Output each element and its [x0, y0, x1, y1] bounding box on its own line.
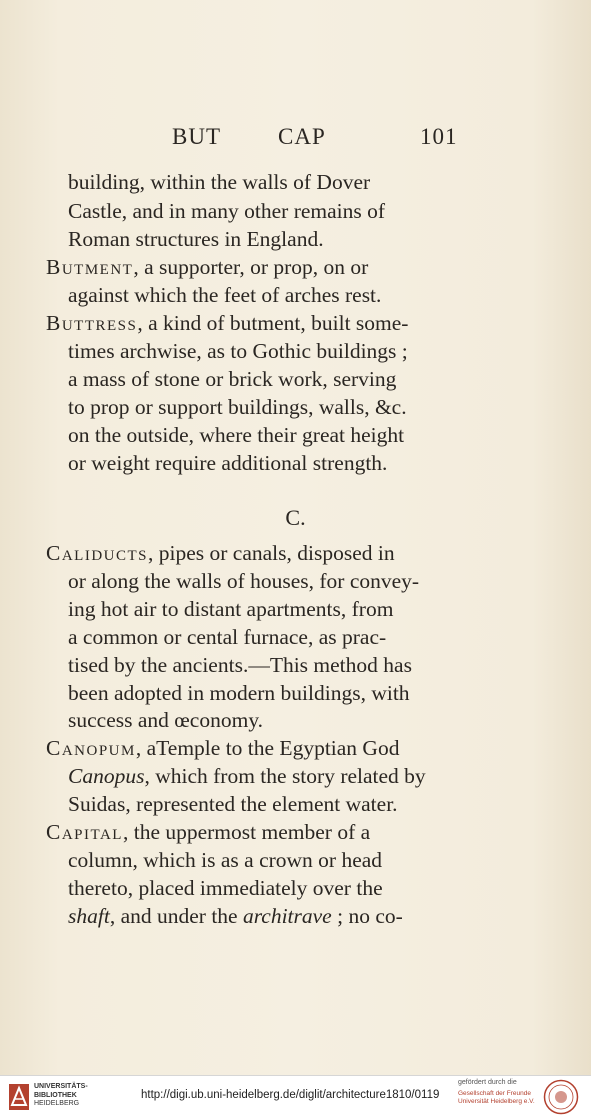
entry-headword: Buttress: [46, 311, 138, 335]
text-line: [68, 337, 408, 365]
text-run: , and under the: [109, 904, 243, 928]
page-number: 101: [420, 124, 458, 149]
text-run: a mass of stone or brick work, serving: [68, 367, 397, 391]
sponsor-name-line-2: Universität Heidelberg e.V.: [458, 1098, 535, 1105]
library-logo-icon: [8, 1083, 30, 1111]
header-right-word: CAP: [278, 124, 326, 149]
text-line: [68, 623, 386, 651]
text-run: been adopted in modern buildings, with: [68, 681, 410, 705]
text-run: tised by the ancients.—This method has: [68, 653, 412, 677]
entry-headword: Butment: [46, 255, 134, 279]
text-line: [68, 874, 383, 902]
text-run: Suidas, represented the element water.: [68, 792, 398, 816]
text-run: or weight require additional strength.: [68, 451, 388, 475]
text-run: times archwise, as to Gothic buildings ;: [68, 339, 408, 363]
text-line: [68, 225, 324, 253]
text-run: , a supporter, or prop, on or: [133, 255, 369, 279]
text-line: [68, 595, 393, 623]
text-line: [46, 818, 370, 846]
text-run: success and œconomy.: [68, 708, 264, 732]
text-run: , pipes or canals, disposed in: [148, 541, 395, 565]
text-line: [46, 539, 395, 567]
text-line: [68, 706, 263, 734]
text-line: [68, 567, 419, 595]
text-run: ; no co-: [331, 904, 403, 928]
text-run: , the uppermost member of a: [122, 820, 371, 844]
text-line: [68, 197, 385, 225]
text-run: , aTemple to the Egyptian God: [135, 736, 400, 760]
university-seal-icon: [543, 1079, 579, 1115]
library-name-line-3: HEIDELBERG: [34, 1100, 80, 1107]
entry-headword: Canopum: [46, 736, 136, 760]
library-name-line-2: BIBLIOTHEK: [34, 1091, 77, 1099]
sponsor-label: gefördert durch die: [458, 1079, 517, 1086]
text-run: Roman structures in England.: [68, 227, 324, 251]
text-line: [68, 679, 410, 707]
digitization-footer: [0, 1075, 591, 1118]
text-line: [46, 309, 408, 337]
text-line: [68, 449, 387, 477]
entry-headword: Caliducts: [46, 541, 149, 565]
source-url-link[interactable]: http://digi.ub.uni-heidelberg.de/diglit/architecture1810/0119: [141, 1089, 440, 1101]
text-line: [68, 281, 381, 309]
text-run: a common or cental furnace, as prac-: [68, 625, 387, 649]
sponsor-name-line-1: Gesellschaft der Freunde: [458, 1090, 531, 1097]
text-line: [68, 790, 398, 818]
text-run: , a kind of butment, built some-: [137, 311, 409, 335]
section-heading: C.: [285, 505, 306, 530]
text-run: against which the feet of arches rest.: [68, 283, 382, 307]
text-run: Castle, and in many other remains of: [68, 199, 386, 223]
text-line: [68, 651, 412, 679]
text-run: ing hot air to distant apartments, from: [68, 597, 394, 621]
text-line: [68, 393, 407, 421]
text-line: [68, 168, 370, 196]
italic-term: architrave: [242, 904, 332, 928]
text-run: to prop or support buildings, walls, &c.: [68, 395, 407, 419]
sponsor-name: [458, 1090, 535, 1106]
text-line: [68, 902, 403, 930]
text-line: [46, 734, 399, 762]
italic-term: Canopus: [68, 764, 145, 788]
library-name-line-1: UNIVERSITÄTS-: [34, 1083, 88, 1090]
text-line: [68, 421, 404, 449]
header-left-word: BUT: [172, 124, 221, 149]
library-name: [34, 1083, 88, 1109]
italic-term: shaft: [68, 904, 110, 928]
text-line: [68, 762, 426, 790]
running-header: [0, 124, 591, 158]
text-run: on the outside, where their great height: [68, 423, 405, 447]
entry-headword: Capital: [46, 820, 123, 844]
text-run: , which from the story related by: [144, 764, 426, 788]
text-run: column, which is as a crown or head: [68, 848, 383, 872]
text-run: building, within the walls of Dover: [68, 170, 371, 194]
text-run: or along the walls of houses, for convey-: [68, 569, 420, 593]
text-line: [68, 846, 382, 874]
text-run: thereto, placed immediately over the: [68, 876, 383, 900]
text-line: [68, 365, 396, 393]
text-line: [46, 253, 368, 281]
